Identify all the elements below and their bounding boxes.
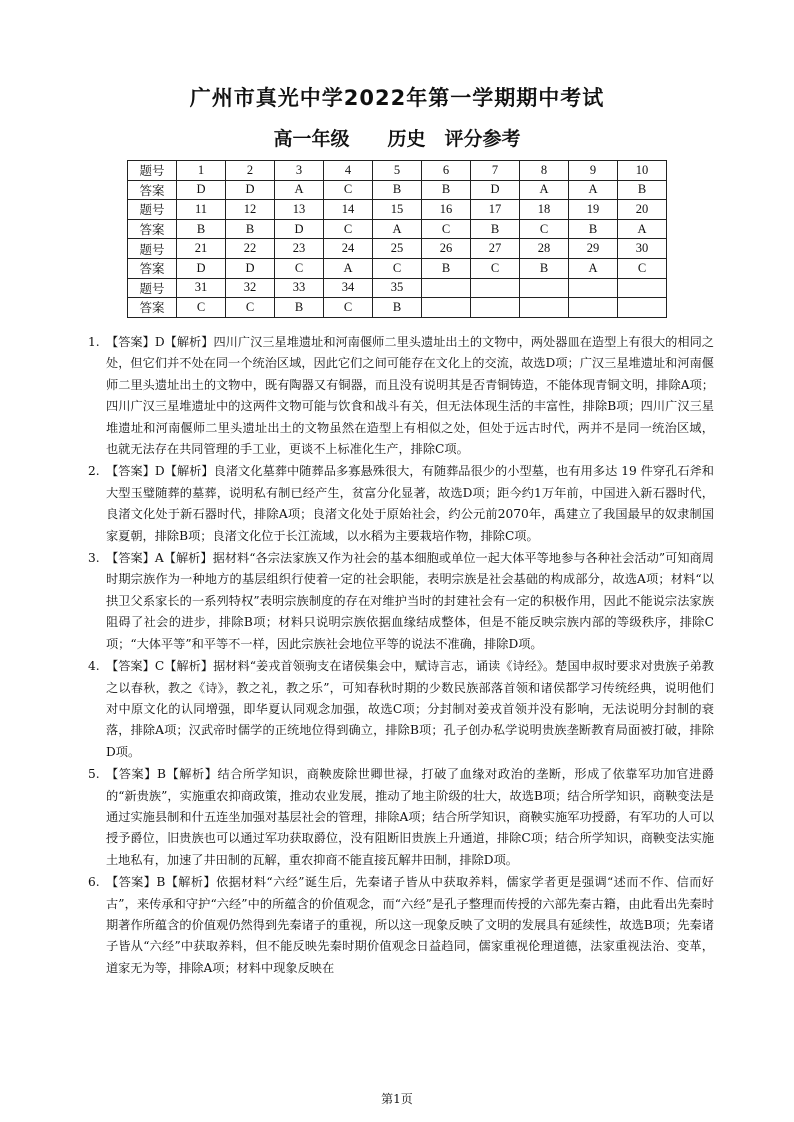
question-number-cell: 35 <box>373 278 422 298</box>
answer-cell: D <box>471 180 520 200</box>
item-number: 4. <box>88 659 100 674</box>
explanation-item <box>84 332 714 460</box>
answer-cell: B <box>373 180 422 200</box>
answer-cell: B <box>226 219 275 239</box>
item-number: 1. <box>88 335 100 349</box>
question-number-cell: 4 <box>324 161 373 181</box>
answer-cell <box>569 298 618 318</box>
answer-row <box>128 219 667 239</box>
question-number-row <box>128 161 667 181</box>
question-number-cell: 25 <box>373 239 422 259</box>
row-label-question: 题号 <box>128 239 177 259</box>
answer-cell: A <box>373 219 422 239</box>
answer-cell: A <box>520 180 569 200</box>
answer-cell: A <box>275 180 324 200</box>
answer-cell: C <box>422 219 471 239</box>
question-number-cell: 18 <box>520 200 569 220</box>
question-number-cell: 21 <box>177 239 226 259</box>
answer-cell: B <box>520 258 569 278</box>
question-number-cell: 29 <box>569 239 618 259</box>
question-number-cell: 19 <box>569 200 618 220</box>
question-number-cell: 24 <box>324 239 373 259</box>
row-label-answer: 答案 <box>128 298 177 318</box>
item-text: 【答案】C【解析】据材料“姜戎首领驹支在诸侯集会中，赋诗言志，诵读《诗经》。楚国申叔时要求对贵族子弟教之以春秋，教之《诗》，教之礼，教之乐”，可知春秋时期的少数民族部落首领和诸侯都学习传统经典，说明他们对中原文化的认同增强，即华夏认同观念加强，故选C项；分封制对姜戎首领并没有影响，无法说明分封制的衰落，排除A项；汉武帝时儒学的正统地位得到确立，排除B项；孔子创办私学说明贵族垄断教育局面被打破，排除D项。 <box>106 659 714 759</box>
question-number-cell: 11 <box>177 200 226 220</box>
answer-key-table <box>127 160 667 318</box>
question-number-cell: 13 <box>275 200 324 220</box>
question-number-cell <box>422 278 471 298</box>
question-number-cell: 16 <box>422 200 471 220</box>
question-number-cell: 33 <box>275 278 324 298</box>
question-number-row <box>128 239 667 259</box>
answer-cell: B <box>471 219 520 239</box>
explanation-item <box>84 656 714 763</box>
answer-cell: A <box>569 180 618 200</box>
answer-cell <box>618 298 667 318</box>
explanation-item <box>84 461 714 547</box>
row-label-answer: 答案 <box>128 180 177 200</box>
answer-cell: A <box>324 258 373 278</box>
answer-cell: C <box>324 219 373 239</box>
question-number-row <box>128 278 667 298</box>
question-number-cell: 2 <box>226 161 275 181</box>
answer-cell: B <box>569 219 618 239</box>
explanation-item <box>84 764 714 871</box>
item-number: 2. <box>88 464 100 479</box>
answer-cell: C <box>324 298 373 318</box>
item-number: 6. <box>88 875 100 890</box>
question-number-cell: 28 <box>520 239 569 259</box>
explanation-list <box>84 332 714 980</box>
question-number-cell <box>569 278 618 298</box>
question-number-cell: 14 <box>324 200 373 220</box>
question-number-cell: 31 <box>177 278 226 298</box>
answer-cell: D <box>177 180 226 200</box>
question-number-cell <box>471 278 520 298</box>
answer-cell: D <box>275 219 324 239</box>
item-text: 【答案】D【解析】良渚文化墓葬中随葬品多寡悬殊很大，有随葬品很少的小型墓，也有用多达 19 件穿孔石斧和大型玉璧随葬的墓葬，说明私有制已经产生，贫富分化显著，故选D项；距今约1万年前，中国进入新石器时代，良渚文化处于新石器时代，排除A项；良渚文化处于原始社会，约公元前2070年，禹建立了我国最早的奴隶制国家夏朝，排除B项；良渚文化位于长江流域，以水稻为主要栽培作物，排除C项。 <box>106 464 714 543</box>
page-number: 第1页 <box>381 1092 413 1106</box>
answer-cell <box>520 298 569 318</box>
explanation-item <box>84 548 714 655</box>
question-number-cell: 23 <box>275 239 324 259</box>
question-number-row <box>128 200 667 220</box>
item-text: 【答案】D【解析】四川广汉三星堆遗址和河南偃师二里头遗址出土的文物中，两处器皿在造型上有很大的相同之处，但它们并不处在同一个统治区域，因此它们之间可能存在文化上的交流，故选D项；广汉三星堆遗址和河南偃师二里头遗址出土的文物中，既有陶器又有铜器，而且没有说明其是否青铜铸造，不能体现青铜文明，排除A项；四川广汉三星堆遗址中的这两件文物可能与饮食和战斗有关，但无法体现生活的丰富性，排除B项；四川广汉三星堆遗址和河南偃师二里头遗址出土的文物虽然在造型上有相似之处，但处于远古时代，两并不是同一统治区域，也就无法存在共同管理的手工业，更谈不上标准化生产，排除C项。 <box>106 335 714 457</box>
document-subtitle: 高一年级 历史 评分参考 <box>273 128 521 150</box>
answer-cell: A <box>569 258 618 278</box>
answer-cell: D <box>226 180 275 200</box>
question-number-cell: 6 <box>422 161 471 181</box>
answer-row <box>128 258 667 278</box>
question-number-cell: 20 <box>618 200 667 220</box>
question-number-cell: 26 <box>422 239 471 259</box>
answer-cell: B <box>422 180 471 200</box>
row-label-answer: 答案 <box>128 219 177 239</box>
question-number-cell: 34 <box>324 278 373 298</box>
row-label-question: 题号 <box>128 200 177 220</box>
item-text: 【答案】B【解析】结合所学知识，商鞅废除世卿世禄，打破了血缘对政治的垄断，形成了依靠军功加官进爵的“新贵族”，实施重农抑商政策，推动农业发展，推动了地主阶级的壮大，故选B项；结合所学知识，商鞅变法是通过实施县制和什五连坐加强对基层社会的管理，排除A项；结合所学知识，商鞅实施军功授爵，有军功的人可以授予爵位，旧贵族也可以通过军功获取爵位，没有阻断旧贵族上升通道，排除C项；结合所学知识，商鞅变法实施土地私有，加速了井田制的瓦解，重农抑商不能直接瓦解井田制，排除D项。 <box>106 767 714 867</box>
question-number-cell: 5 <box>373 161 422 181</box>
answer-cell: B <box>618 180 667 200</box>
question-number-cell: 30 <box>618 239 667 259</box>
question-number-cell: 1 <box>177 161 226 181</box>
answer-cell <box>422 298 471 318</box>
item-text: 【答案】B【解析】依据材料“六经”诞生后，先秦诸子皆从中获取养料，儒家学者更是强调“述而不作、信而好古”，来传承和守护“六经”中的所蕴含的价值观念，而“六经”是孔子整理而传授的六部先秦古籍，由此看出先秦时期著作所蕴含的价值观仍然得到先秦诸子的重视，所以这一现象反映了文明的发展具有延续性，故选B项；先秦诸子皆从“六经”中获取养料，但不能反映先秦时期价值观念日益趋同，儒家重视伦理道德，法家重视法治、变革，道家无为等，排除A项；材料中现象反映在 <box>106 875 714 975</box>
question-number-cell: 22 <box>226 239 275 259</box>
answer-cell: C <box>618 258 667 278</box>
question-number-cell <box>520 278 569 298</box>
answer-cell: C <box>471 258 520 278</box>
item-text: 【答案】A【解析】据材料“各宗法家族又作为社会的基本细胞或单位一起大体平等地参与各种社会活动”可知商周时期宗族作为一种地方的基层组织行使着一定的社会职能，表明宗族是社会基础的构成部分，故选A项；材料“以拱卫父系家长的一系列特权”表明宗族制度的存在对维护当时的封建社会有一定的积极作用，因此不能说宗法家族阻碍了社会的进步，排除B项；材料只说明宗族依据血缘结成整体，但是不能反映宗族内部的等级秩序，排除C项；“大体平等”和平等不一样，因此宗族社会地位平等的说法不准确，排除D项。 <box>106 551 714 651</box>
answer-cell: B <box>422 258 471 278</box>
answer-cell: C <box>324 180 373 200</box>
answer-cell: B <box>373 298 422 318</box>
answer-cell <box>471 298 520 318</box>
answer-cell: D <box>226 258 275 278</box>
question-number-cell <box>618 278 667 298</box>
explanation-item <box>84 872 714 979</box>
answer-cell: C <box>520 219 569 239</box>
question-number-cell: 10 <box>618 161 667 181</box>
answer-row <box>128 298 667 318</box>
answer-cell: A <box>618 219 667 239</box>
item-number: 5. <box>88 767 100 782</box>
row-label-question: 题号 <box>128 278 177 298</box>
question-number-cell: 3 <box>275 161 324 181</box>
row-label-question: 题号 <box>128 161 177 181</box>
question-number-cell: 15 <box>373 200 422 220</box>
question-number-cell: 12 <box>226 200 275 220</box>
answer-cell: B <box>177 219 226 239</box>
row-label-answer: 答案 <box>128 258 177 278</box>
question-number-cell: 27 <box>471 239 520 259</box>
question-number-cell: 7 <box>471 161 520 181</box>
question-number-cell: 17 <box>471 200 520 220</box>
answer-cell: C <box>226 298 275 318</box>
question-number-cell: 32 <box>226 278 275 298</box>
question-number-cell: 8 <box>520 161 569 181</box>
answer-cell: D <box>177 258 226 278</box>
answer-cell: C <box>373 258 422 278</box>
document-title: 广州市真光中学2022年第一学期期中考试 <box>189 86 605 110</box>
question-number-cell: 9 <box>569 161 618 181</box>
answer-cell: B <box>275 298 324 318</box>
item-number: 3. <box>88 551 100 566</box>
answer-cell: C <box>177 298 226 318</box>
answer-row <box>128 180 667 200</box>
answer-cell: C <box>275 258 324 278</box>
